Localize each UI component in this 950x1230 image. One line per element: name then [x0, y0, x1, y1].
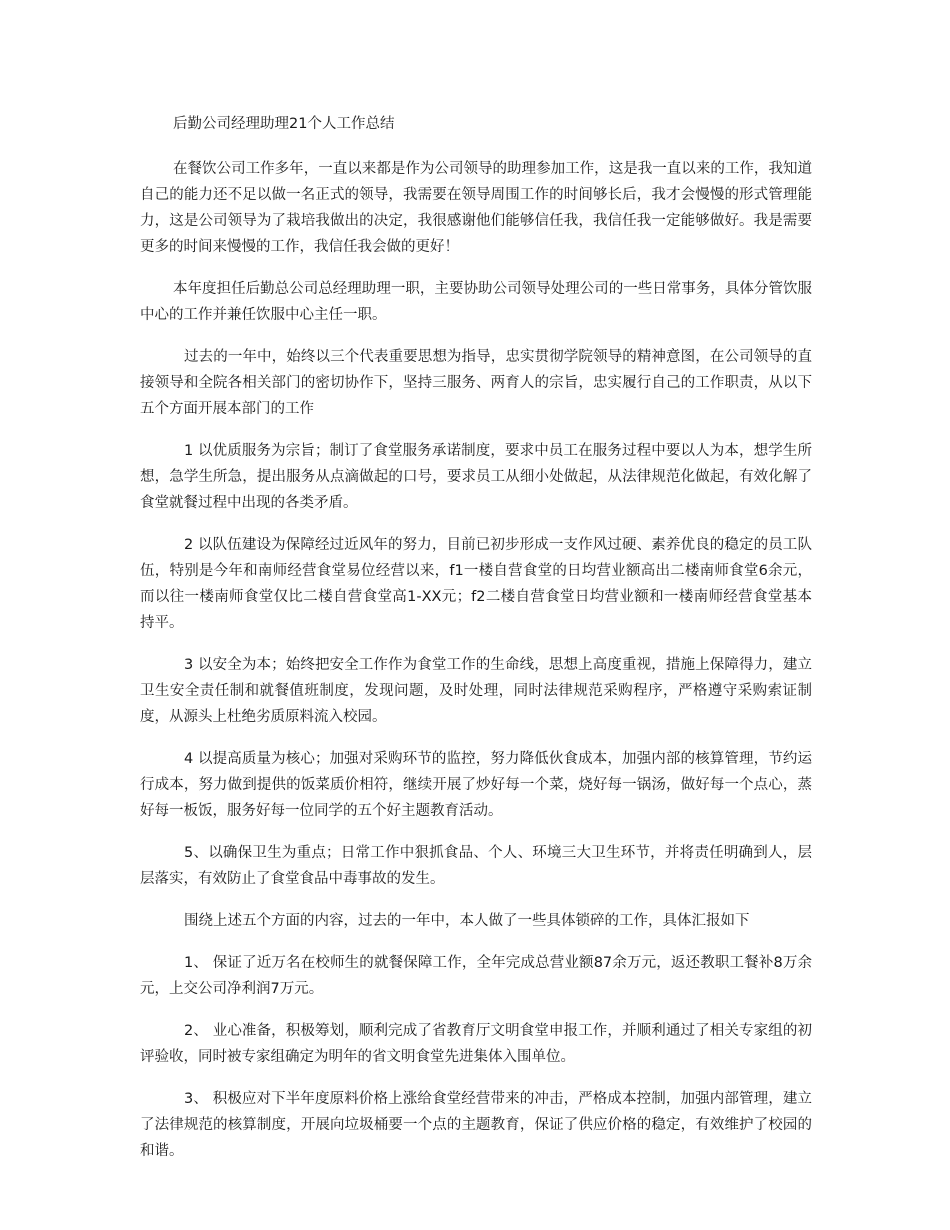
- paragraph-aspect-2: 2 以队伍建设为保障经过近风年的努力，目前已初步形成一支作风过硬、素养优良的稳定的员工队伍，特别是今年和南师经营食堂易位经营以来，f1一楼自营食堂的日均营业额高出二楼南师食堂6余元，而以往一楼南师食堂仅比二楼自营食堂高1-XX元；f2二楼自营食堂日均营业额和一楼南师经营食堂基本持平。: [140, 537, 812, 631]
- paragraph-work-2: 2、 业心准备，积极筹划，顺利完成了省教育厅文明食堂申报工作，并顺利通过了相关专家组的初评验收，同时被专家组确定为明年的省文明食堂先进集体入围单位。: [140, 1023, 812, 1065]
- paragraph-role: 本年度担任后勤总公司总经理助理一职，主要协助公司领导处理公司的一些日常事务，具体分管饮服中心的工作并兼任饮服中心主任一职。: [140, 281, 812, 323]
- paragraph-work-1: 1、 保证了近万名在校师生的就餐保障工作，全年完成总营业额87余万元，返还教职工餐补8万余元，上交公司净利润7万元。: [140, 955, 812, 997]
- paragraph-aspect-5: 5、以确保卫生为重点；日常工作中狠抓食品、个人、环境三大卫生环节，并将责任明确到人，层层落实，有效防止了食堂食品中毒事故的发生。: [140, 845, 812, 887]
- paragraph-aspect-1: 1 以优质服务为宗旨；制订了食堂服务承诺制度，要求中员工在服务过程中要以人为本，想学生所想，急学生所急，提出服务从点滴做起的口号，要求员工从细小处做起，从法律规范化做起，有效化解了食堂就餐过程中出现的各类矛盾。: [140, 443, 812, 511]
- paragraph-overview: 过去的一年中，始终以三个代表重要思想为指导，忠实贯彻学院领导的精神意图，在公司领导的直接领导和全院各相关部门的密切协作下，坚持三服务、两育人的宗旨，忠实履行自己的工作职责，从以下五个方面开展本部门的工作: [140, 349, 812, 417]
- document-title: 后勤公司经理助理21个人工作总结: [173, 116, 395, 132]
- paragraph-summary-lead: 围绕上述五个方面的内容，过去的一年中，本人做了一些具体锁碎的工作，具体汇报如下: [184, 913, 750, 929]
- document-page: [140, 112, 812, 1180]
- paragraph-work-3: 3、 积极应对下半年度原料价格上涨给食堂经营带来的冲击，严格成本控制，加强内部管理，建立了法律规范的核算制度，开展向垃圾桶要一个点的主题教育，保证了供应价格的稳定，有效维护了校园的和谐。: [140, 1091, 812, 1159]
- paragraph-aspect-3: 3 以安全为本；始终把安全工作作为食堂工作的生命线，思想上高度重视，措施上保障得力，建立卫生安全责任制和就餐值班制度，发现问题，及时处理，同时法律规范采购程序，严格遵守采购索证制度，从源头上杜绝劣质原料流入校园。: [140, 657, 812, 725]
- paragraph-aspect-4: 4 以提高质量为核心；加强对采购环节的监控，努力降低伙食成本，加强内部的核算管理，节约运行成本，努力做到提供的饭菜质价相符，继续开展了炒好每一个菜，烧好每一锅汤，做好每一个点心，蒸好每一板饭，服务好每一位同学的五个好主题教育活动。: [140, 751, 812, 819]
- paragraph-intro: 在餐饮公司工作多年，一直以来都是作为公司领导的助理参加工作，这是我一直以来的工作，我知道自己的能力还不足以做一名正式的领导，我需要在领导周围工作的时间够长后，我才会慢慢的形式管理能力，这是公司领导为了栽培我做出的决定，我很感谢他们能够信任我，我信任我一定能够做好。我是需要更多的时间来慢慢的工作，我信任我会做的更好！: [140, 161, 812, 255]
